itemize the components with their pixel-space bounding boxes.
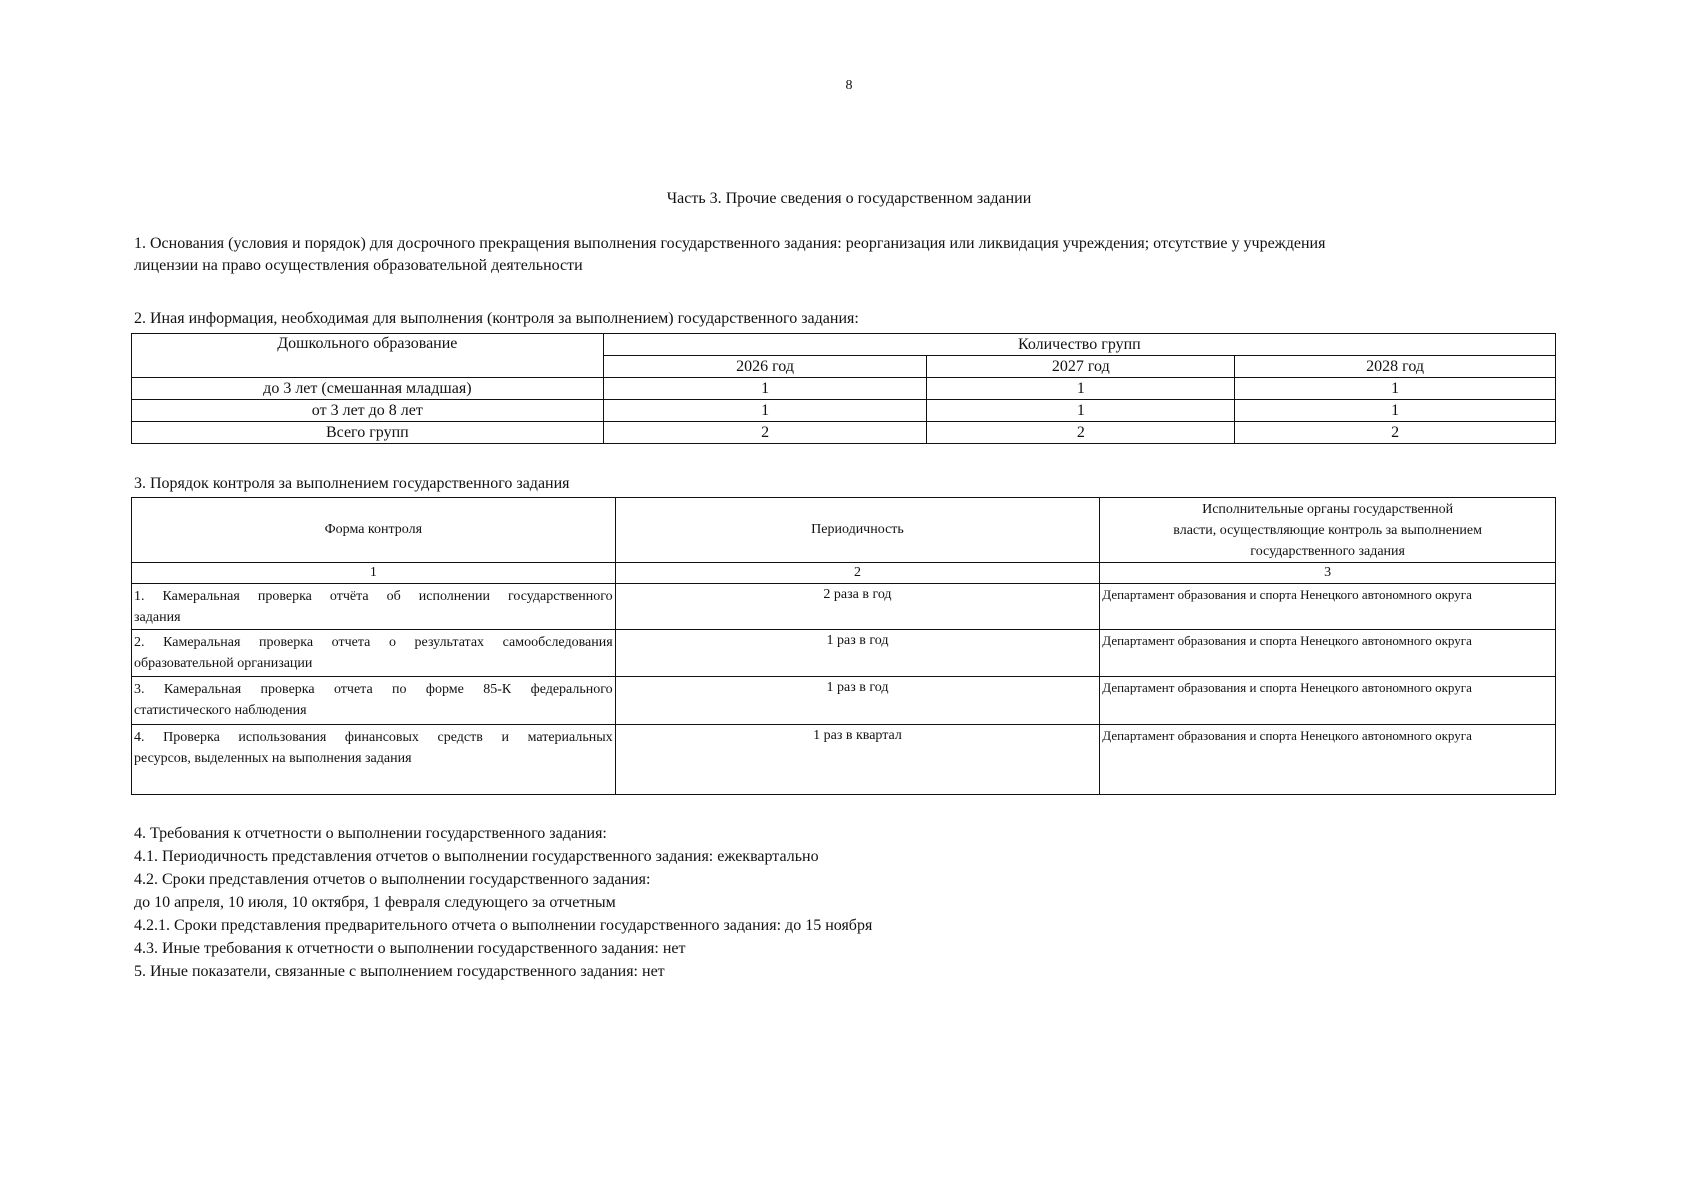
requirement-line: 4.1. Периодичность представления отчетов о выполнении государственного задания: ежеквартально bbox=[134, 848, 819, 865]
groups-count-header: Количество групп bbox=[603, 334, 1555, 356]
requirement-line: до 10 апреля, 10 июля, 10 октября, 1 февраля следующего за отчетным bbox=[134, 894, 616, 911]
cell-value: 2 bbox=[927, 422, 1235, 444]
control-form-cell bbox=[132, 677, 616, 725]
control-period-cell: 1 раз в квартал bbox=[615, 725, 1100, 795]
control-table-header-row bbox=[132, 498, 1556, 563]
cell-value: 1 bbox=[603, 400, 927, 422]
column-number: 1 bbox=[132, 563, 616, 584]
section3-title: 3. Порядок контроля за выполнением государственного задания bbox=[134, 475, 570, 492]
part-title: Часть 3. Прочие сведения о государственном задании bbox=[666, 190, 1032, 207]
section1-line1: 1. Основания (условия и порядок) для досрочного прекращения выполнения государственного задания: реорганизация или ликвидация учреждения; отсутствие у учреждения bbox=[134, 235, 1326, 252]
cell-value: 2 bbox=[1235, 422, 1556, 444]
table-row bbox=[132, 630, 1556, 677]
control-form-line1: 1. Камеральная проверка отчёта об исполнении государственного bbox=[134, 589, 613, 604]
row-label: до 3 лет (смешанная младшая) bbox=[132, 378, 604, 400]
table-row-total bbox=[132, 422, 1556, 444]
period-header: Периодичность bbox=[615, 498, 1100, 563]
table-row bbox=[132, 400, 1556, 422]
organs-header bbox=[1100, 498, 1556, 563]
control-form-line1: 4. Проверка использования финансовых средств и материальных bbox=[134, 730, 613, 745]
cell-value: 1 bbox=[603, 378, 927, 400]
cell-value: 1 bbox=[927, 378, 1235, 400]
table-row bbox=[132, 584, 1556, 630]
section1-paragraph bbox=[134, 233, 1574, 277]
column-number-row bbox=[132, 563, 1556, 584]
column-number: 3 bbox=[1100, 563, 1556, 584]
year-2027-header: 2027 год bbox=[927, 356, 1235, 378]
cell-value: 1 bbox=[1235, 400, 1556, 422]
table-row bbox=[132, 725, 1556, 795]
control-period-cell: 1 раз в год bbox=[615, 677, 1100, 725]
cell-value: 1 bbox=[927, 400, 1235, 422]
requirement-line: 4.2.1. Сроки представления предварительного отчета о выполнении государственного задания: до 15 ноября bbox=[134, 917, 873, 934]
control-form-line1: 2. Камеральная проверка отчета о результатах самообследования bbox=[134, 635, 613, 650]
control-form-cell bbox=[132, 630, 616, 677]
year-2026-header: 2026 год bbox=[603, 356, 927, 378]
control-form-line2: ресурсов, выделенных на выполнения задания bbox=[134, 751, 412, 766]
control-form-line2: образовательной организации bbox=[134, 656, 313, 671]
cell-value: 1 bbox=[1235, 378, 1556, 400]
row-label: от 3 лет до 8 лет bbox=[132, 400, 604, 422]
control-form-cell bbox=[132, 584, 616, 630]
section4-requirements bbox=[134, 822, 872, 983]
requirement-line: 4. Требования к отчетности о выполнении государственного задания: bbox=[134, 825, 607, 842]
requirement-line: 4.3. Иные требования к отчетности о выполнении государственного задания: нет bbox=[134, 940, 686, 957]
section1-line2: лицензии на право осуществления образовательной деятельности bbox=[134, 257, 583, 274]
row-label: Всего групп bbox=[132, 422, 604, 444]
control-organ-cell: Департамент образования и спорта Ненецкого автономного округа bbox=[1100, 630, 1556, 677]
control-organ-cell: Департамент образования и спорта Ненецкого автономного округа bbox=[1100, 677, 1556, 725]
control-table bbox=[131, 497, 1556, 795]
groups-table-header-row bbox=[132, 334, 1556, 356]
control-organ-cell: Департамент образования и спорта Ненецкого автономного округа bbox=[1100, 584, 1556, 630]
table-row bbox=[132, 378, 1556, 400]
control-form-line1: 3. Камеральная проверка отчета по форме 85-К федерального bbox=[134, 682, 613, 697]
year-2028-header: 2028 год bbox=[1235, 356, 1556, 378]
requirement-line: 5. Иные показатели, связанные с выполнением государственного задания: нет bbox=[134, 963, 665, 980]
control-organ-cell: Департамент образования и спорта Ненецкого автономного округа bbox=[1100, 725, 1556, 795]
organs-header-line1: Исполнительные органы государственной bbox=[1202, 501, 1454, 517]
form-header: Форма контроля bbox=[132, 498, 616, 563]
organs-header-line2: власти, осуществляющие контроль за выполнением bbox=[1173, 522, 1482, 538]
column-number: 2 bbox=[615, 563, 1100, 584]
control-period-cell: 2 раза в год bbox=[615, 584, 1100, 630]
page-number: 8 bbox=[845, 78, 853, 93]
organs-header-line3: государственного задания bbox=[1250, 543, 1405, 559]
control-period-cell: 1 раз в год bbox=[615, 630, 1100, 677]
groups-col1-header: Дошкольного образование bbox=[132, 334, 604, 378]
section2-title: 2. Иная информация, необходимая для выполнения (контроля за выполнением) государственного задания: bbox=[134, 310, 859, 327]
table-row bbox=[132, 677, 1556, 725]
control-form-line2: статистического наблюдения bbox=[134, 703, 307, 718]
cell-value: 2 bbox=[603, 422, 927, 444]
groups-table bbox=[131, 333, 1556, 444]
control-form-line2: задания bbox=[134, 610, 181, 625]
control-form-cell bbox=[132, 725, 616, 795]
requirement-line: 4.2. Сроки представления отчетов о выполнении государственного задания: bbox=[134, 871, 651, 888]
